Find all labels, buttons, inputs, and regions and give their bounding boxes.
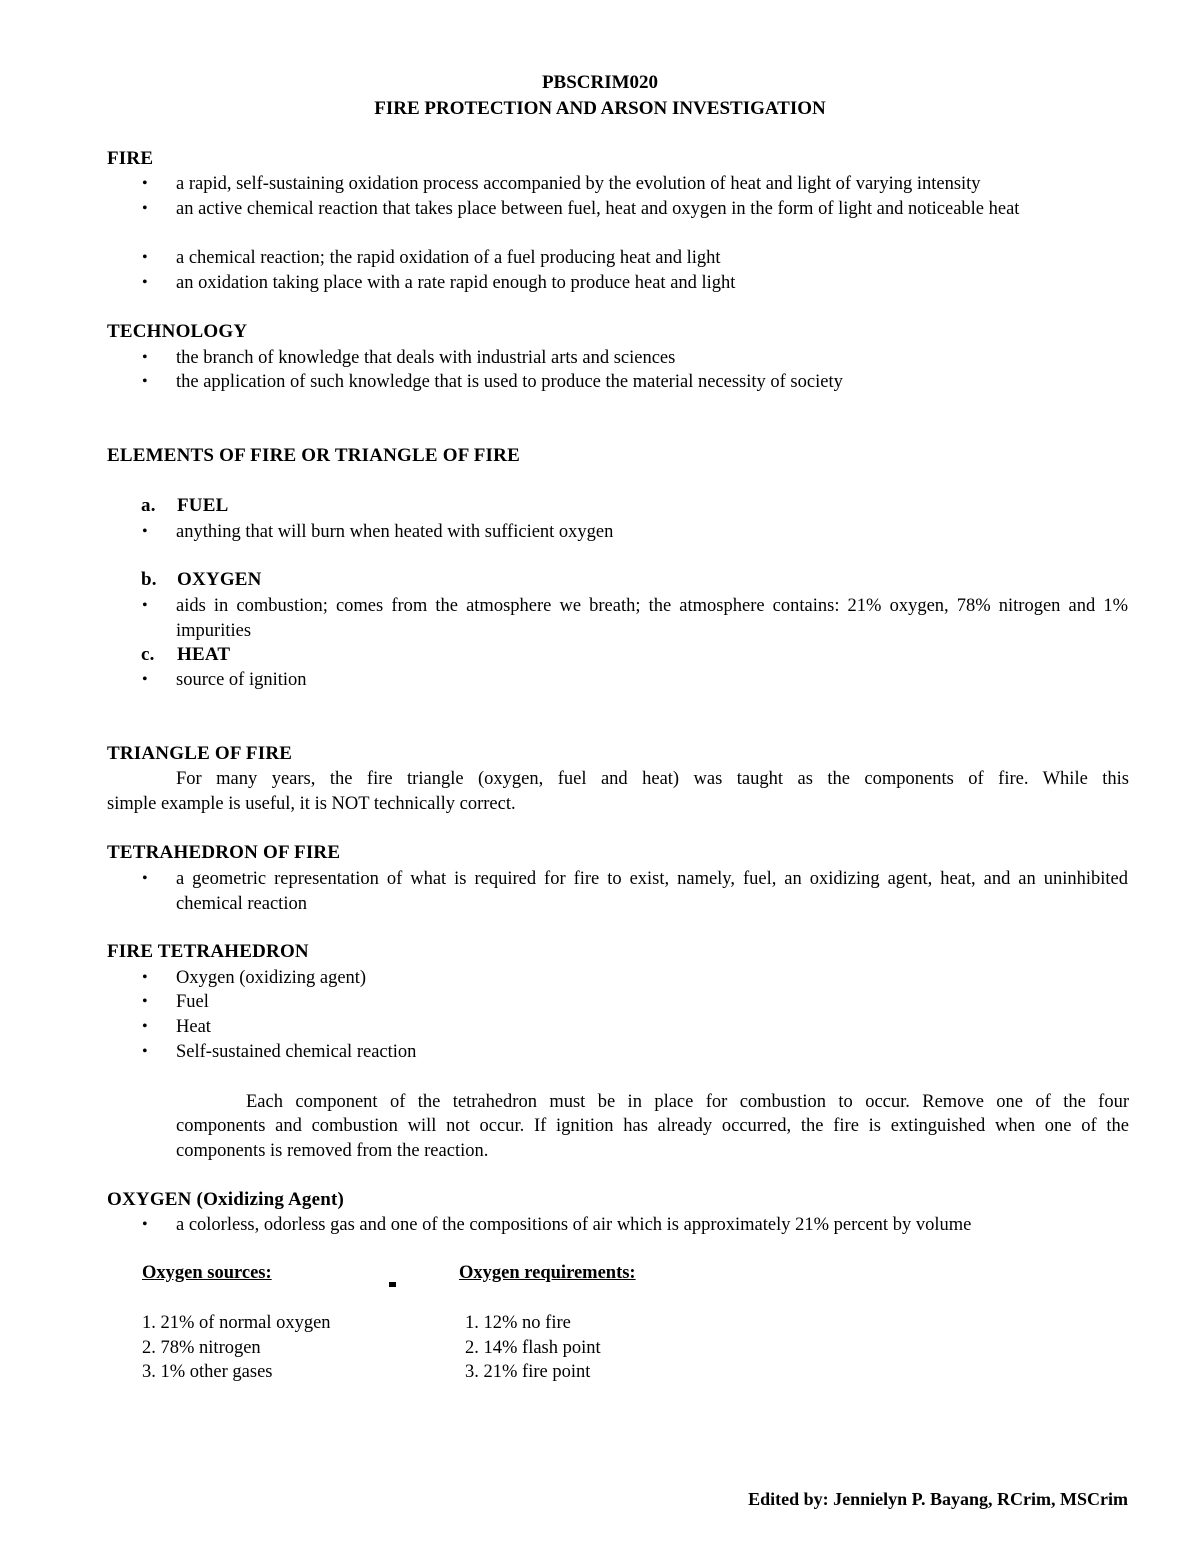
oxygen-requirement-2: 2. 14% flash point [465, 1338, 601, 1358]
oxygen-source-3: 3. 1% other gases [142, 1362, 273, 1382]
technology-bullet-1: • the branch of knowledge that deals with industrial arts and sciences [176, 346, 1128, 371]
element-heat-letter: c. [141, 644, 155, 665]
document-title: FIRE PROTECTION AND ARSON INVESTIGATION [374, 98, 826, 119]
fire-tetrahedron-heading: FIRE TETRAHEDRON [107, 941, 309, 962]
element-oxygen-bullet: • aids in combustion; comes from the atmosphere we breath; the atmosphere contains: 21% oxygen, 78% nitrogen and 1% impurities [176, 594, 1128, 643]
fire-tetrahedron-bullet-1: • Oxygen (oxidizing agent) [176, 966, 1128, 991]
fire-tetrahedron-bullet-3: • Heat [176, 1015, 1128, 1040]
element-fuel-title [141, 495, 228, 517]
oxygen-heading: OXYGEN (Oxidizing Agent) [107, 1189, 345, 1210]
tetrahedron-paragraph-rest: components and combustion will not occur. If ignition has already occurred, the fire is extinguished when one of the components is removed from the reaction. [176, 1116, 1129, 1161]
fire-tetrahedron-bullet-2: • Fuel [176, 990, 1128, 1015]
fire-heading: FIRE [107, 148, 154, 169]
technology-bullet-2: • the application of such knowledge that is used to produce the material necessity of society [176, 370, 1128, 395]
fire-tetrahedron-bullet-4: • Self-sustained chemical reaction [176, 1040, 1128, 1065]
tetrahedron-of-fire-heading: TETRAHEDRON OF FIRE [107, 842, 341, 863]
oxygen-requirement-3: 3. 21% fire point [465, 1362, 591, 1382]
oxygen-bullet: • a colorless, odorless gas and one of the compositions of air which is approximately 21% percent by volume [176, 1213, 1128, 1238]
oxygen-source-2: 2. 78% nitrogen [142, 1338, 261, 1358]
oxygen-requirement-1: 1. 12% no fire [465, 1313, 571, 1333]
triangle-paragraph-line-1: For many years, the fire triangle (oxygen, fuel and heat) was taught as the components of fire. While this [176, 769, 1129, 789]
oxygen-sources-label: Oxygen sources: [142, 1263, 272, 1283]
triangle-heading: TRIANGLE OF FIRE [107, 743, 293, 764]
element-fuel-name: FUEL [177, 495, 229, 516]
fire-bullet-3: • a chemical reaction; the rapid oxidation of a fuel producing heat and light [176, 246, 1128, 271]
element-fuel-letter: a. [141, 495, 156, 516]
element-oxygen-name: OXYGEN [177, 569, 262, 590]
element-oxygen-title [141, 569, 262, 591]
element-fuel-bullet: • anything that will burn when heated with sufficient oxygen [176, 520, 1128, 545]
element-heat-name: HEAT [177, 644, 231, 665]
fire-bullet-2: • an active chemical reaction that takes place between fuel, heat and oxygen in the form of light and noticeable heat [176, 197, 1128, 222]
elements-heading: ELEMENTS OF FIRE OR TRIANGLE OF FIRE [107, 445, 520, 466]
course-code: PBSCRIM020 [541, 72, 659, 93]
tetrahedron-paragraph-line-1: Each component of the tetrahedron must be in place for combustion to occur. Remove one of the four [246, 1092, 1129, 1112]
fire-bullet-1: • a rapid, self-sustaining oxidation process accompanied by the evolution of heat and light of varying intensity [176, 172, 1128, 197]
element-heat-title [141, 644, 230, 666]
element-heat-bullet: • source of ignition [176, 668, 1128, 693]
oxygen-source-1: 1. 21% of normal oxygen [142, 1313, 331, 1333]
footer-edited-by: Edited by: Jennielyn P. Bayang, RCrim, MSCrim [748, 1489, 1128, 1509]
triangle-paragraph-line-2: simple example is useful, it is NOT technically correct. [107, 794, 516, 814]
fire-bullet-4: • an oxidation taking place with a rate rapid enough to produce heat and light [176, 271, 1128, 296]
technology-heading: TECHNOLOGY [107, 321, 248, 342]
element-oxygen-letter: b. [141, 569, 157, 590]
oxygen-mark [389, 1282, 396, 1287]
tetrahedron-of-fire-bullet: • a geometric representation of what is required for fire to exist, namely, fuel, an oxidizing agent, heat, and an uninhibited chemical reaction [176, 867, 1128, 916]
oxygen-requirements-label: Oxygen requirements: [459, 1263, 636, 1283]
